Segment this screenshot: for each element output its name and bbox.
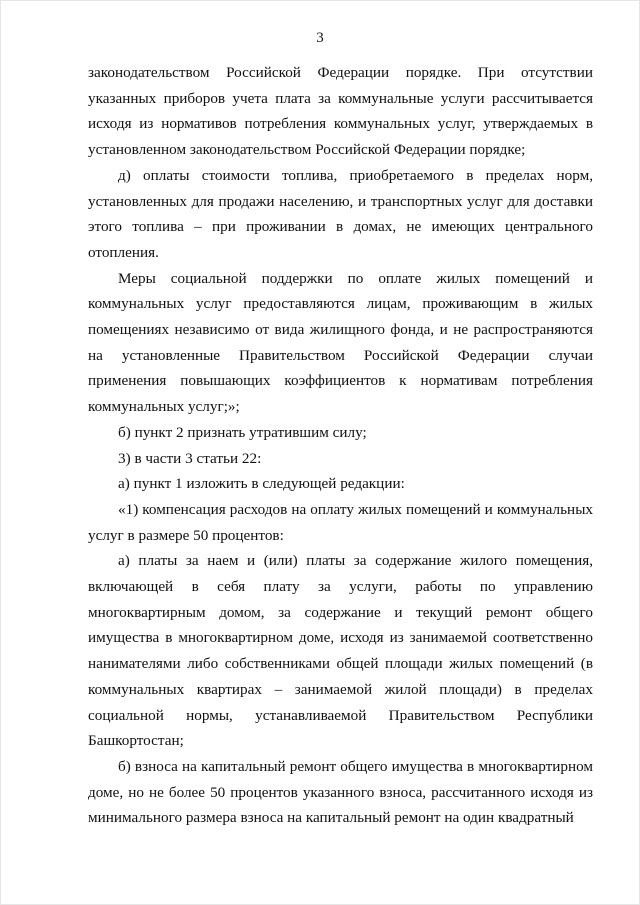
paragraph-article-22: 3) в части 3 статьи 22: — [118, 449, 262, 467]
paragraph-social-support: Меры социальной поддержки по оплате жилых помещений и коммунальных услуг предоставляются лицам, проживающим в жилых помещениях независимо от вида жилищного фонда, и не распространяются на установленные Правительством Российской Федерации случаи применения повышающих коэффициентов к нормативам потребления коммунальных услуг;»; — [88, 269, 593, 416]
document-body — [88, 60, 593, 831]
paragraph-item-d: д) оплаты стоимости топлива, приобретаемого в пределах норм, установленных для продажи населению, и транспортных услуг для доставки этого топлива – при проживании в домах, не имеющих центрального отопления. — [88, 166, 593, 261]
paragraph-item-b: б) взноса на капитальный ремонт общего имущества в многоквартирном доме, но не более 50 процентов указанного взноса, рассчитанного исходя из минимального размера взноса на капитальный ремонт на один квадратный — [88, 757, 593, 827]
paragraph-continuation: законодательством Российской Федерации порядке. При отсутствии указанных приборов учета плата за коммунальные услуги рассчитывается исходя из нормативов потребления коммунальных услуг, утверждаемых в установленном законодательством Российской Федерации порядке; — [88, 64, 593, 159]
paragraph-item-a: а) платы за наем и (или) платы за содержание жилого помещения, включающей в себя плату за услуги, работы по управлению многоквартирным домом, за содержание и текущий ремонт общего имущества в многоквартирном доме, исходя из занимаемой соответственно нанимателями либо собственниками общей площади жилых помещений (в коммунальных квартирах – занимаемой жилой площади) в пределах социальной нормы, устанавливаемой Правительством Республики Башкортостан; — [88, 552, 593, 750]
paragraph-point-2-repeal: б) пункт 2 признать утратившим силу; — [118, 423, 367, 441]
paragraph-point-1-new-edition: а) пункт 1 изложить в следующей редакции: — [118, 475, 405, 493]
paragraph-compensation: «1) компенсация расходов на оплату жилых помещений и коммунальных услуг в размере 50 процентов: — [88, 500, 593, 544]
page-number: 3 — [316, 30, 324, 46]
